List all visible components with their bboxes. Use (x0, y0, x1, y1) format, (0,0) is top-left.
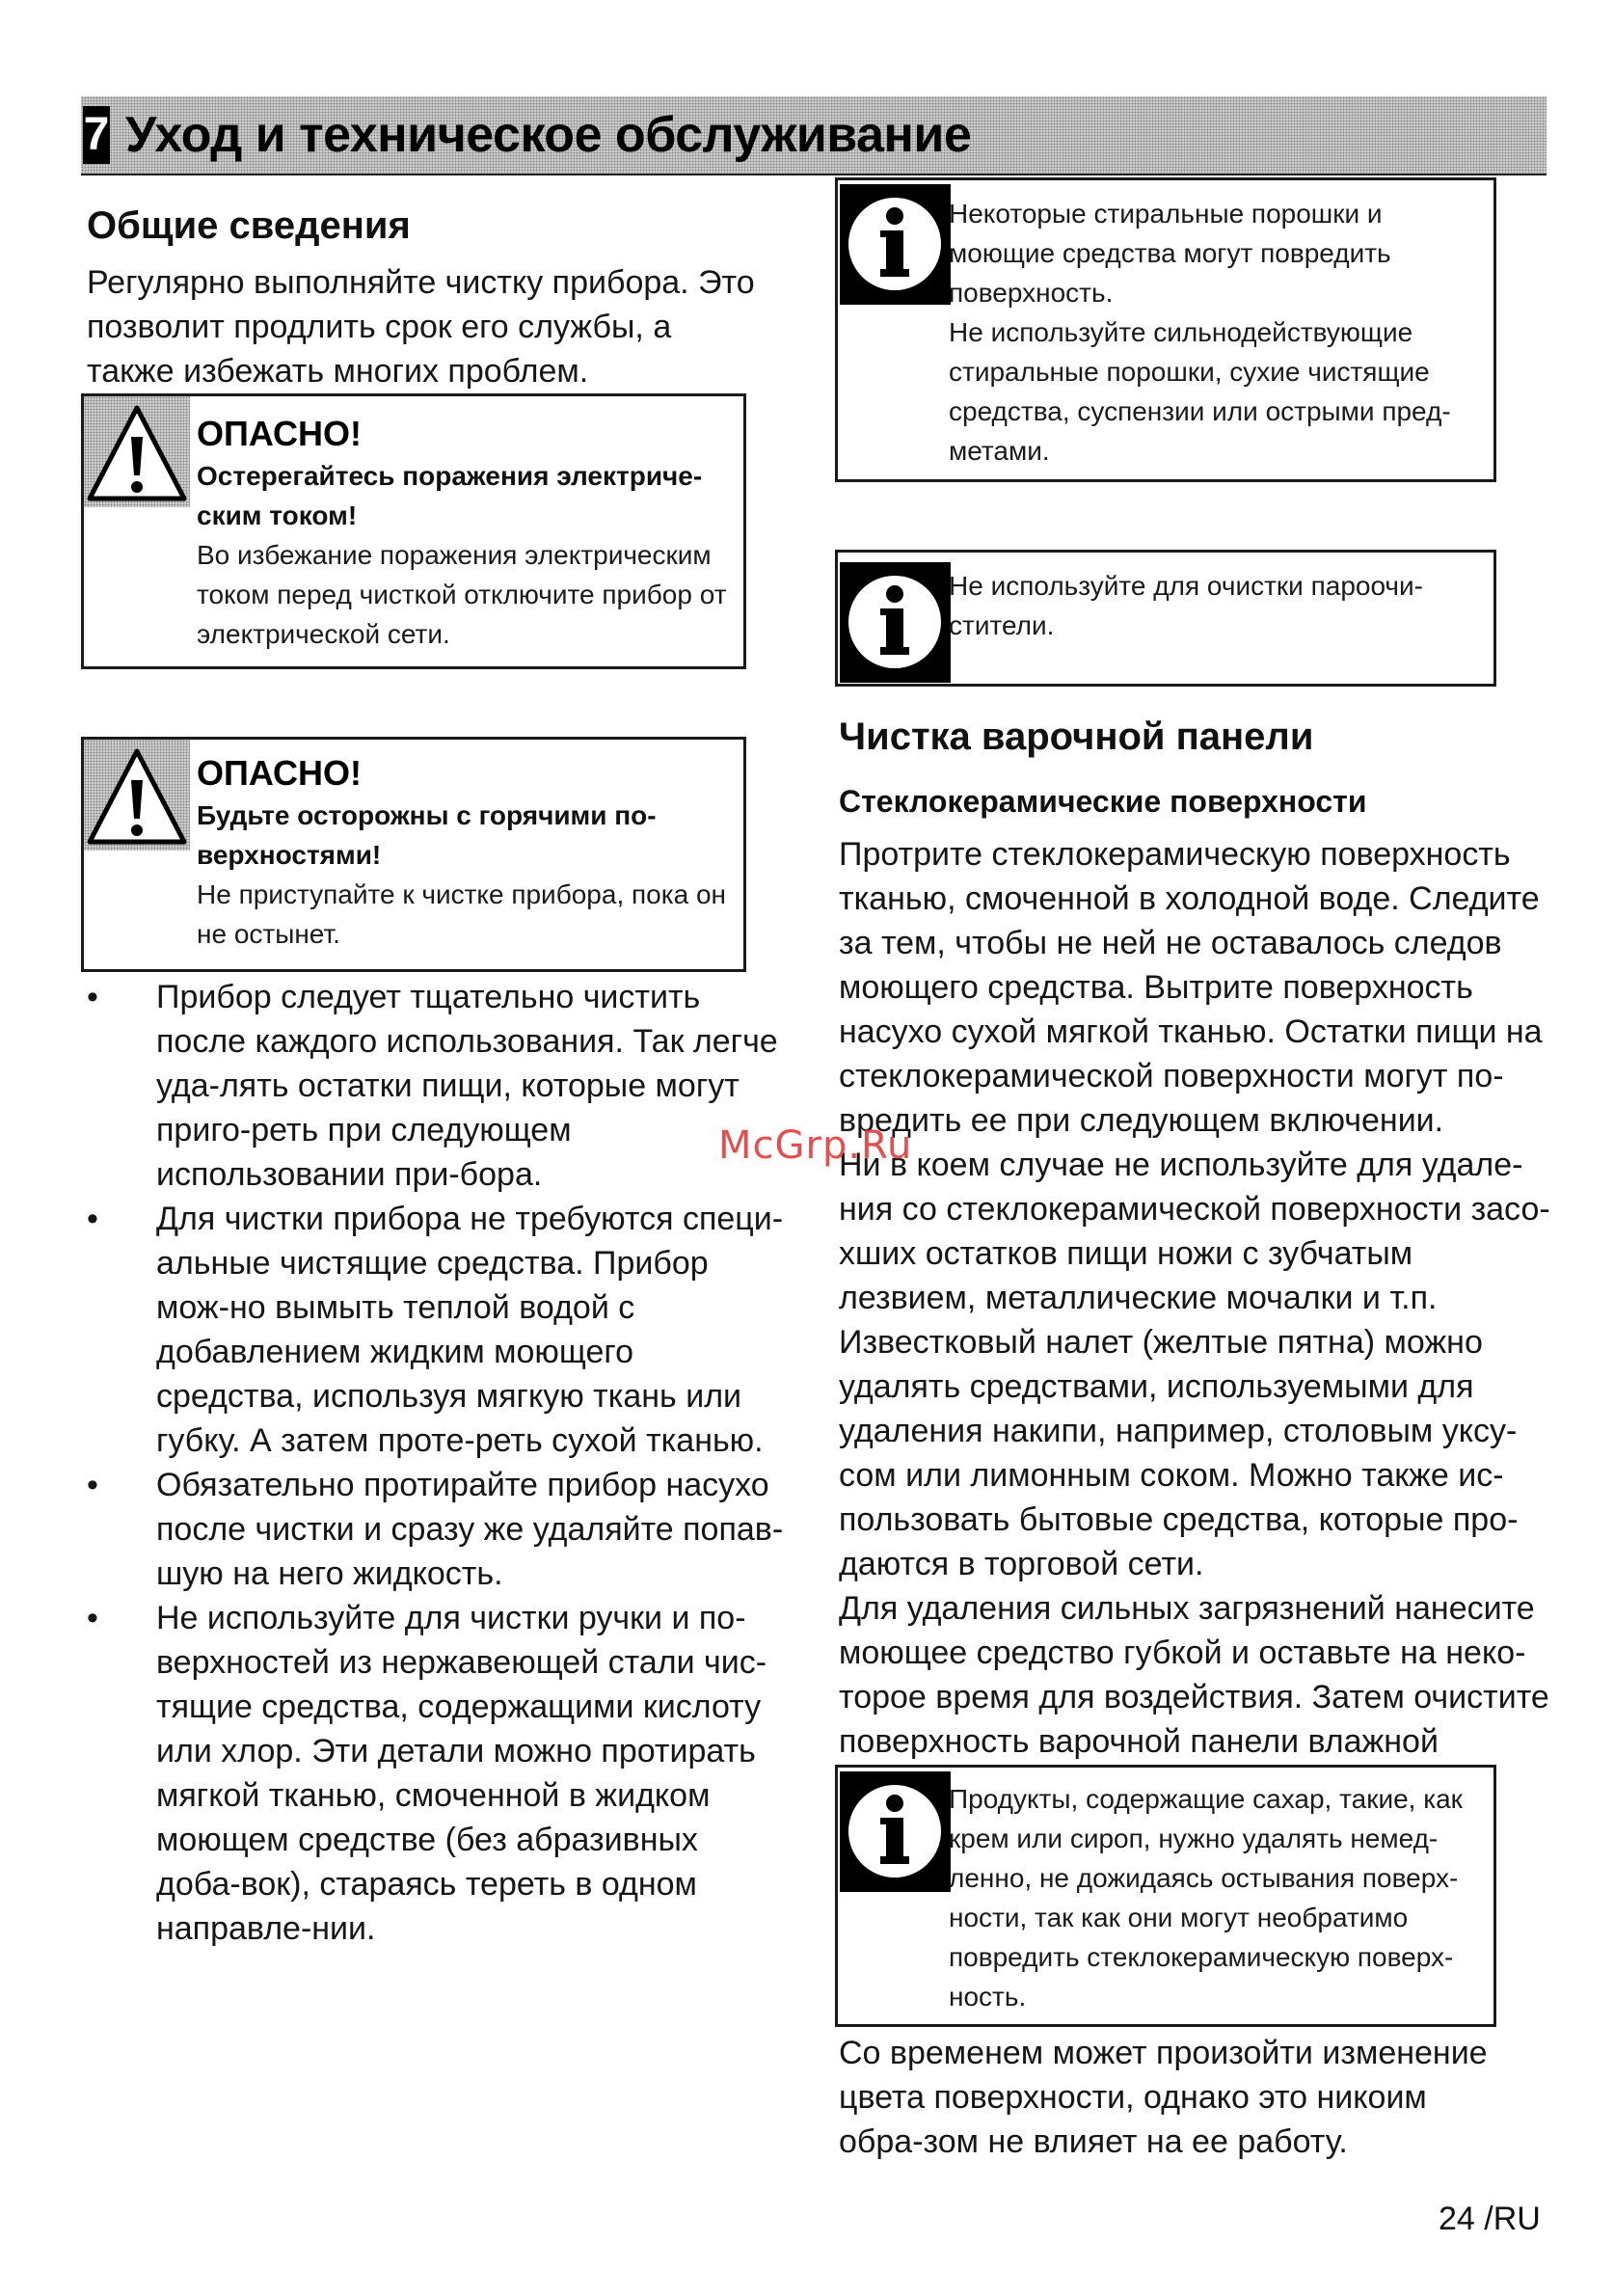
list-item: • Для чистки прибора не требуются специ-альные чистящие средства. Прибор мож-но вымыть теплой водой с добавлением жидким моющего средства, используя мягкую ткань или губку. А затем проте-реть сухой тканью. (87, 1201, 784, 1459)
hob-paragraph: Ни в коем случае не используйте для удале-ния со стеклокерамической поверхности засо-хших остатков пищи ножи с зубчатым лезвием, металлические мочалки и т.п. (839, 1147, 1550, 1316)
hob-text-block (839, 832, 1552, 1808)
warning-triangle-icon (86, 402, 188, 504)
danger-title: ОПАСНО! (197, 753, 362, 793)
danger-text: Во избежание поражения электрическим током перед чисткой отключите прибор от электрической сети. (197, 540, 727, 649)
danger-box-hot (81, 737, 746, 972)
chapter-title: Уход и техническое обслуживание (125, 107, 972, 163)
info-box-steam (835, 550, 1496, 687)
list-item-text: Обязательно протирайте прибор насухо после чистки и сразу же удаляйте попав-шую на него жидкость. (156, 1467, 784, 1592)
list-item-text: Прибор следует тщательно чистить после каждого использования. Так легче уда-лять остатки пищи, которые могут приго-реть при следующем использовании при-бора. (156, 979, 778, 1193)
list-item-text: Не используйте для чистки ручки и по-верхностей из нержавеющей стали чис-тящие средства, содержащими кислоту или хлор. Эти детали можно протирать мягкой тканью, смоченной в жидком моющем средстве (без абразивных доба-вок), стараясь тереть в одном направле-нии. (156, 1600, 767, 1947)
watermark: McGrp.Ru (718, 1123, 913, 1168)
header-rule (81, 174, 1547, 176)
info-text: Не используйте для очистки пароочи-стители. (949, 571, 1423, 640)
info-text: Не используйте сильнодействующие стиральные порошки, сухие чистящие средства, суспензии или острыми пред-метами. (949, 317, 1451, 466)
info-text: Продукты, содержащие сахар, такие, как крем или сироп, нужно удалять немед-ленно, не дожидаясь остывания поверх-ности, так как они могут необратимо повредить стеклокерамическую поверх-ность. (949, 1784, 1463, 2012)
info-box-sugar (835, 1765, 1496, 2027)
hob-heading: Чистка варочной панели (839, 716, 1314, 758)
hob-subheading: Стеклокерамические поверхности (839, 784, 1367, 819)
page-number: 24 /RU (1439, 2201, 1541, 2237)
warning-area (84, 740, 190, 851)
closing-paragraph: Со временем может произойти изменение цвета поверхности, однако это никоим обра-зом не влияет на ее работу. (839, 2035, 1488, 2160)
info-icon (840, 562, 951, 683)
warning-area (84, 396, 190, 507)
chapter-number: 7 (83, 106, 110, 164)
cleaning-bullet-list (87, 975, 786, 1951)
danger-subtitle: Остерегайтесь поражения электриче-ским током! (197, 461, 703, 530)
general-heading: Общие сведения (87, 204, 411, 247)
info-icon (840, 1771, 951, 1892)
info-text: Некоторые стиральные порошки и моющие средства могут повредить поверхность. (949, 199, 1391, 308)
info-icon-bg (840, 562, 951, 683)
danger-box-electric (81, 393, 746, 669)
warning-triangle-icon (86, 745, 188, 848)
list-item: • Прибор следует тщательно чистить после каждого использования. Так легче уда-лять остатки пищи, которые могут приго-реть при следующем использовании при-бора. (87, 979, 778, 1193)
list-item: • Обязательно протирайте прибор насухо после чистки и сразу же удаляйте попав-шую на него жидкость. (87, 1467, 784, 1592)
general-intro: Регулярно выполняйте чистку прибора. Это позволит продлить срок его службы, а также избежать многих проблем. (87, 264, 755, 390)
hob-paragraph: Известковый налет (желтые пятна) можно удалять средствами, используемыми для удаления накипи, например, столовым уксу-сом или лимонным соком. Можно также ис-пользовать бытовые средства, которые про-даются в торговой сети. (839, 1324, 1519, 1582)
info-box-detergents (835, 177, 1496, 482)
info-icon (840, 184, 951, 305)
hob-paragraph: Протрите стеклокерамическую поверхность тканью, смоченной в холодной воде. Следите за тем, чтобы не ней не оставалось следов моющего средства. Вытрите поверхность насухо сухой мягкой тканью. Остатки пищи на стеклокерамической поверхности могут по-вредить ее при следующем включении. (839, 836, 1543, 1139)
info-icon-bg (840, 1771, 951, 1892)
danger-subtitle: Будьте осторожны с горячими по-верхностями! (197, 800, 657, 870)
danger-text: Не приступайте к чистке прибора, пока он не остынет. (197, 879, 726, 949)
info-icon-bg (840, 184, 951, 305)
list-item: • Не используйте для чистки ручки и по-верхностей из нержавеющей стали чис-тящие средства, содержащими кислоту или хлор. Эти детали можно протирать мягкой тканью, смоченной в жидком моющем средстве (без абразивных доба-вок), стараясь тереть в одном направле-нии. (87, 1600, 767, 1947)
list-item-text: Для чистки прибора не требуются специ-альные чистящие средства. Прибор мож-но вымыть теплой водой с добавлением жидким моющего средства, используя мягкую ткань или губку. А затем проте-реть сухой тканью. (156, 1201, 784, 1459)
danger-title: ОПАСНО! (197, 414, 362, 453)
hob-paragraph: Для удаления сильных загрязнений нанесите моющее средство губкой и оставьте на неко-торое время для воздействия. Затем очистите поверхность варочной панели влажной (839, 1590, 1549, 1760)
